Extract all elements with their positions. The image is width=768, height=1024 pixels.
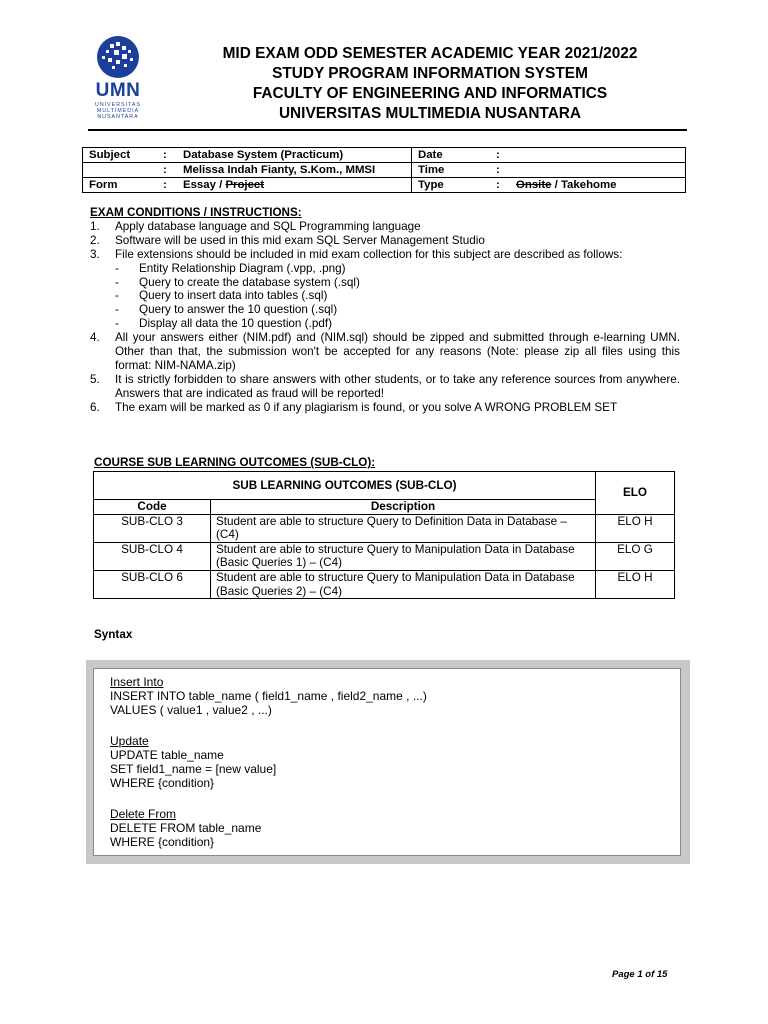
insert-header: Insert Into — [110, 675, 164, 689]
item-text: It is strictly forbidden to share answers with other students, or to take any reference sources from anywhere. Answers that are indicated as fraud will be reported! — [115, 372, 680, 400]
item-number: 2. — [90, 233, 100, 247]
clo-code: SUB-CLO 3 — [94, 514, 211, 542]
heading-divider — [88, 129, 687, 131]
bullet-item — [90, 262, 680, 276]
bullet-item — [90, 276, 680, 290]
clo-section-title: COURSE SUB LEARNING OUTCOMES (SUB-CLO): — [94, 456, 376, 469]
instruction-item — [90, 331, 680, 373]
heading-line-1: MID EXAM ODD SEMESTER ACADEMIC YEAR 2021/2022 — [222, 45, 638, 62]
delete-line-2: WHERE {condition} — [110, 835, 215, 849]
clo-code: SUB-CLO 4 — [94, 542, 211, 570]
item-text: Software will be used in this mid exam SQL Server Management Studio — [115, 233, 485, 247]
form-essay: Essay / — [183, 178, 226, 191]
clo-table — [93, 471, 675, 599]
bullet-text: Query to create the database system (.sql) — [139, 275, 360, 289]
date-colon: : — [490, 148, 510, 163]
clo-table-header: SUB LEARNING OUTCOMES (SUB-CLO) — [94, 472, 596, 500]
item-text: All your answers either (NIM.pdf) and (NIM.sql) should be zipped and submitted through e-learning UMN. Other than that, the submission won't be accepted for any reasons (Note: please zip all files using this format: NIM-NAMA.zip) — [115, 331, 680, 372]
type-colon: : — [490, 178, 510, 193]
item-text: Apply database language and SQL Programming language — [115, 219, 421, 233]
syntax-box-inner — [93, 668, 681, 856]
syntax-content — [110, 675, 427, 849]
time-value — [510, 163, 686, 178]
type-value — [510, 178, 686, 193]
logo-dots-icon — [88, 34, 150, 80]
bullet-dash: - — [115, 303, 119, 317]
date-label: Date — [412, 148, 491, 163]
table-row — [94, 542, 675, 570]
clo-description: Student are able to structure Query to Definition Data in Database – (C4) — [211, 514, 596, 542]
instruction-item — [90, 248, 680, 262]
insert-line-1: INSERT INTO table_name ( field1_name , field2_name , ...) — [110, 689, 427, 703]
type-onsite-struck: Onsite — [516, 178, 552, 191]
clo-elo: ELO H — [596, 514, 675, 542]
bullet-text: Entity Relationship Diagram (.vpp, .png) — [139, 261, 346, 275]
bullet-dash: - — [115, 317, 119, 331]
update-line-1: UPDATE table_name — [110, 748, 224, 762]
heading-line-2: STUDY PROGRAM INFORMATION SYSTEM — [272, 65, 588, 82]
syntax-title: Syntax — [94, 628, 133, 641]
bullet-item — [90, 303, 680, 317]
instruction-item — [90, 373, 680, 401]
item-number: 1. — [90, 219, 100, 233]
subject-colon: : — [157, 148, 177, 163]
description-header: Description — [211, 500, 596, 515]
bullet-dash: - — [115, 275, 119, 289]
logo-line-3: NUSANTARA — [97, 114, 139, 120]
lecturer-value: Melissa Indah Fianty, S.Kom., MMSI — [177, 163, 412, 178]
instructions-title: EXAM CONDITIONS / INSTRUCTIONS: — [90, 206, 302, 219]
update-line-3: WHERE {condition} — [110, 776, 215, 790]
instructions-section — [90, 206, 680, 415]
exam-heading — [170, 44, 690, 124]
bullet-item — [90, 289, 680, 303]
elo-header: ELO — [596, 472, 675, 515]
bullet-dash: - — [115, 261, 119, 275]
time-label: Time — [412, 163, 491, 178]
item-text: File extensions should be included in mid exam collection for this subject are described as follows: — [115, 247, 623, 261]
subject-value: Database System (Practicum) — [177, 148, 412, 163]
logo-line-2: MULTIMEDIA — [96, 108, 140, 114]
lecturer-label — [83, 163, 158, 178]
logo-line-1: UNIVERSITAS — [95, 102, 141, 108]
clo-description: Student are able to structure Query to Manipulation Data in Database (Basic Queries 1) – (C4) — [211, 542, 596, 570]
bullet-text: Query to answer the 10 question (.sql) — [139, 303, 338, 317]
item-number: 3. — [90, 247, 100, 261]
table-row — [94, 570, 675, 598]
lecturer-colon: : — [157, 163, 177, 178]
update-line-2: SET field1_name = [new value] — [110, 762, 277, 776]
bullet-text: Display all data the 10 question (.pdf) — [139, 317, 332, 331]
update-header: Update — [110, 734, 149, 748]
delete-line-1: DELETE FROM table_name — [110, 821, 262, 835]
time-colon: : — [490, 163, 510, 178]
insert-line-2: VALUES ( value1 , value2 , ...) — [110, 703, 272, 717]
item-text: The exam will be marked as 0 if any plagiarism is found, or you solve A WRONG PROBLEM SET — [115, 400, 618, 414]
item-number: 4. — [90, 331, 100, 345]
exam-info-table — [82, 147, 686, 193]
bullet-dash: - — [115, 289, 119, 303]
table-row — [94, 514, 675, 542]
clo-code: SUB-CLO 6 — [94, 570, 211, 598]
instruction-item — [90, 401, 680, 415]
form-colon: : — [157, 178, 177, 193]
clo-description: Student are able to structure Query to Manipulation Data in Database (Basic Queries 2) – (C4) — [211, 570, 596, 598]
page-number: Page 1 of 15 — [612, 969, 668, 980]
code-header: Code — [94, 500, 211, 515]
form-value — [177, 178, 412, 193]
subject-label: Subject — [83, 148, 158, 163]
heading-line-3: FACULTY OF ENGINEERING AND INFORMATICS — [252, 85, 608, 102]
item-number: 6. — [90, 400, 100, 414]
item-number: 5. — [90, 372, 100, 386]
type-label: Type — [412, 178, 491, 193]
syntax-box — [86, 660, 690, 864]
heading-line-4: UNIVERSITAS MULTIMEDIA NUSANTARA — [278, 105, 582, 122]
delete-header: Delete From — [110, 807, 177, 821]
date-value — [510, 148, 686, 163]
clo-elo: ELO H — [596, 570, 675, 598]
logo-brand: UMN — [95, 80, 141, 101]
instruction-item — [90, 220, 680, 234]
university-logo — [88, 34, 150, 126]
bullet-text: Query to insert data into tables (.sql) — [139, 289, 328, 303]
type-takehome: / Takehome — [551, 178, 617, 191]
clo-elo: ELO G — [596, 542, 675, 570]
form-label: Form — [83, 178, 158, 193]
bullet-item — [90, 317, 680, 331]
instruction-item — [90, 234, 680, 248]
form-project-struck: Project — [225, 178, 265, 191]
